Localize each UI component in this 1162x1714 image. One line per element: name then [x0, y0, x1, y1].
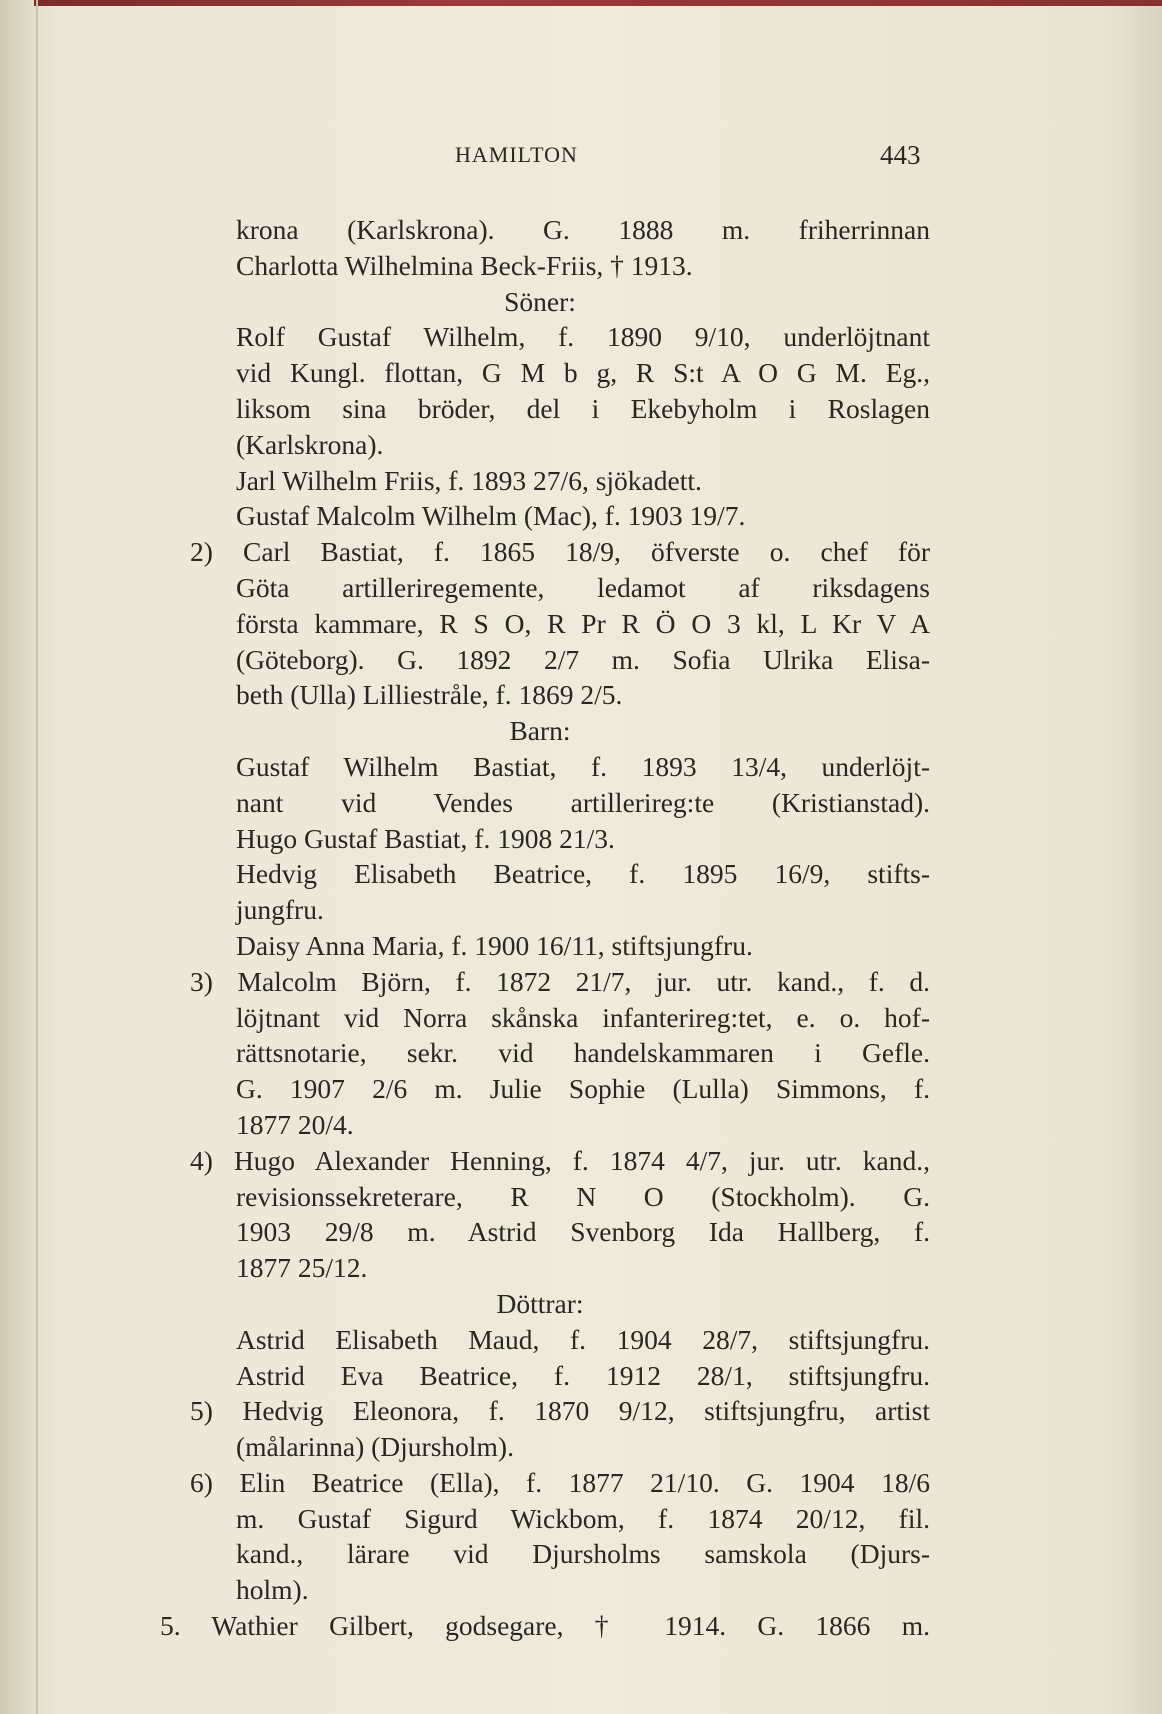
gutter-line: [36, 0, 38, 1714]
section-heading-soner: Söner:: [504, 285, 576, 317]
text-line: 5) Hedvig Eleonora, f. 1870 9/12, stiftsjungfru, artist: [190, 1395, 930, 1427]
text-line: Göta artilleriregemente, ledamot af riksdagens: [236, 571, 930, 603]
text-line: krona (Karlskrona). G. 1888 m. friherrinnan: [236, 214, 930, 245]
text-line: första kammare, R S O, R Pr R Ö O 3 kl, L Kr V A: [236, 607, 930, 639]
text-line: Hugo Gustaf Bastiat, f. 1908 21/3.: [236, 822, 615, 854]
body-text: [150, 212, 930, 1644]
text-line: 3) Malcolm Björn, f. 1872 21/7, jur. utr. kand., f. d.: [190, 965, 930, 997]
text-line: (Göteborg). G. 1892 2/7 m. Sofia Ulrika Elisa-: [236, 643, 930, 675]
text-line: 4) Hugo Alexander Henning, f. 1874 4/7, jur. utr. kand.,: [190, 1144, 930, 1176]
text-line: 1877 20/4.: [236, 1108, 354, 1140]
text-line: (målarinna) (Djursholm).: [236, 1431, 514, 1463]
book-top-edge: [0, 0, 1162, 6]
text-line: Hedvig Elisabeth Beatrice, f. 1895 16/9, stifts-: [236, 858, 930, 890]
section-heading-dottrar: Döttrar:: [496, 1287, 584, 1319]
text-line: Astrid Elisabeth Maud, f. 1904 28/7, stiftsjungfru.: [236, 1323, 930, 1355]
text-line: liksom sina bröder, del i Ekebyholm i Roslagen: [236, 392, 930, 424]
text-line: jungfru.: [236, 894, 324, 926]
page-gutter-shadow: [0, 0, 34, 1714]
running-title: HAMILTON: [455, 142, 578, 167]
section-heading-barn: Barn:: [509, 715, 571, 747]
text-line: Rolf Gustaf Wilhelm, f. 1890 9/10, underlöjtnant: [236, 321, 930, 353]
text-line: 1903 29/8 m. Astrid Svenborg Ida Hallberg, f.: [236, 1216, 930, 1248]
text-line: Astrid Eva Beatrice, f. 1912 28/1, stiftsjungfru.: [236, 1359, 930, 1391]
text-line: beth (Ulla) Lilliestråle, f. 1869 2/5.: [236, 679, 623, 711]
page-number: 443: [880, 140, 921, 170]
text-line: löjtnant vid Norra skånska infanterireg:tet, e. o. hof-: [236, 1001, 930, 1033]
text-line: rättsnotarie, sekr. vid handelskammaren i Gefle.: [236, 1037, 930, 1069]
text-line: Jarl Wilhelm Friis, f. 1893 27/6, sjökadett.: [236, 464, 702, 496]
text-line: (Karlskrona).: [236, 428, 384, 460]
text-line: 1877 25/12.: [236, 1252, 368, 1284]
text-line: 5. Wathier Gilbert, godsegare, † 1914. G. 1866 m.: [160, 1610, 930, 1642]
text-line: kand., lärare vid Djursholms samskola (Djurs-: [236, 1538, 930, 1570]
text-line: revisionssekreterare, R N O (Stockholm). G.: [236, 1180, 930, 1212]
text-line: Gustaf Malcolm Wilhelm (Mac), f. 1903 19/7.: [236, 500, 746, 532]
text-line: Daisy Anna Maria, f. 1900 16/11, stiftsjungfru.: [236, 929, 753, 961]
text-line: 6) Elin Beatrice (Ella), f. 1877 21/10. G. 1904 18/6: [190, 1466, 930, 1498]
text-line: nant vid Vendes artillerireg:te (Kristianstad).: [236, 786, 930, 818]
text-line: Charlotta Wilhelmina Beck-Friis, † 1913.: [236, 249, 693, 281]
text-line: Gustaf Wilhelm Bastiat, f. 1893 13/4, underlöjt-: [236, 750, 930, 782]
text-line: holm).: [236, 1574, 309, 1606]
text-line: G. 1907 2/6 m. Julie Sophie (Lulla) Simmons, f.: [236, 1073, 930, 1105]
text-line: 2) Carl Bastiat, f. 1865 18/9, öfverste o. chef för: [190, 536, 930, 568]
text-line: vid Kungl. flottan, G M b g, R S:t A O G M. Eg.,: [236, 357, 930, 389]
running-head: [0, 142, 1162, 172]
text-line: m. Gustaf Sigurd Wickbom, f. 1874 20/12, fil.: [236, 1502, 930, 1534]
